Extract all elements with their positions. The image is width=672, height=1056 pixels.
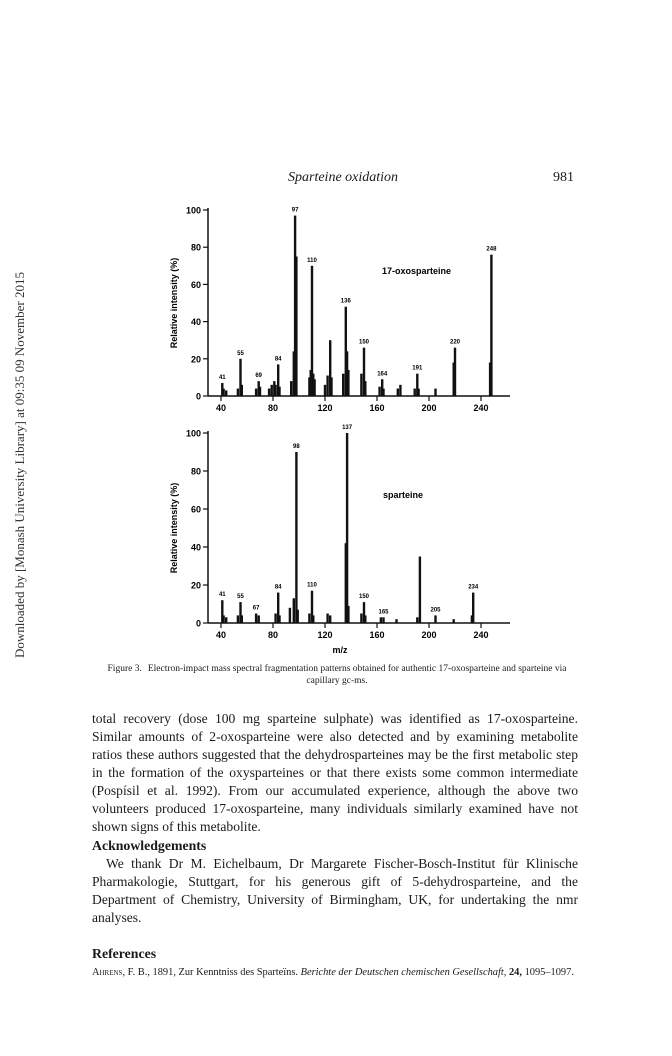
oxo-peak-85 [278, 387, 280, 396]
oxo-peak-label-136: 136 [340, 298, 351, 305]
reference-pages: 1095–1097. [524, 967, 574, 978]
spt-peak-108 [308, 614, 310, 624]
spt-x-tick-label: 40 [215, 630, 227, 640]
oxo-peak-98 [295, 257, 297, 397]
reference-volume: 24, [508, 967, 522, 978]
oxo-peak-56 [241, 385, 243, 396]
spt-y-tick-label: 0 [195, 618, 201, 629]
oxo-peak-134 [342, 374, 344, 396]
spt-peak-label-234: 234 [468, 584, 479, 591]
spt-x-axis-label: m/z [332, 645, 348, 655]
oxo-y-tick-label: 100 [185, 205, 201, 216]
spt-x-tick-label: 80 [267, 630, 279, 640]
spt-peak-165 [382, 617, 384, 623]
oxo-peak-148 [360, 374, 362, 396]
oxo-peak-label-110: 110 [307, 257, 317, 264]
spt-peak-191 [416, 617, 418, 623]
spt-peak-98 [295, 452, 297, 623]
oxo-x-tick-label: 80 [267, 403, 279, 413]
spt-peak-175 [395, 619, 397, 623]
spt-compound-label: sparteine [383, 490, 424, 500]
oxo-peak-220 [454, 348, 456, 396]
oxo-x-tick-label: 200 [421, 403, 437, 413]
spt-peak-124 [329, 615, 331, 623]
page-number: 981 [553, 170, 574, 185]
spt-peak-67 [255, 614, 257, 624]
spt-peak-69 [258, 615, 260, 623]
spt-peak-label-41: 41 [218, 592, 226, 599]
oxo-peak-138 [347, 370, 349, 396]
download-watermark-text: Downloaded by [Monash University Library] at 09:35 09 November 2015 [12, 272, 28, 658]
figure-caption-label: Figure 3. [107, 664, 142, 674]
body-paragraph: total recovery (dose 100 mg sparteine sulphate) was identified as 17-oxosparteine. Similar amounts of 2-oxosparteine were also detected and by examining metabolite ratios these authors suggested that the dehydrosparteines may be the first metabolic step in the formation of the oxysparteines or that there exists some common intermediate (Pospísil et al. 1992). From our accumulated experience, although the above two volunteers produced 17-oxosparteine, many individuals similarly examined have not shown signs of this metabolite. [92, 711, 578, 834]
oxo-peak-label-55: 55 [237, 350, 244, 357]
oxo-peak-79 [271, 385, 273, 396]
spt-peak-label-150: 150 [358, 594, 370, 601]
acknowledgements-heading: Acknowledgements [92, 838, 207, 853]
oxo-peak-82 [274, 385, 276, 396]
oxo-peak-125 [330, 377, 332, 396]
oxo-peak-label-84: 84 [274, 356, 282, 363]
oxo-peak-178 [399, 385, 401, 396]
oxo-peak-189 [414, 389, 416, 396]
oxo-y-axis-label: Relative intensity (%) [169, 257, 179, 349]
oxo-peak-162 [378, 387, 380, 396]
spt-peak-44 [225, 617, 227, 623]
spt-y-axis-label: Relative intensity (%) [169, 482, 179, 574]
oxo-peak-label-97: 97 [291, 207, 299, 214]
running-head-title: Sparteine oxidation [288, 170, 399, 185]
references-heading: References [92, 946, 157, 961]
spt-peak-label-67: 67 [252, 605, 260, 612]
oxo-peak-label-150: 150 [358, 339, 370, 346]
reference-author: Ahrens, F. B., [92, 967, 150, 978]
spt-peak-151 [364, 615, 366, 623]
spt-y-tick-label: 100 [185, 428, 201, 439]
spt-peak-label-84: 84 [274, 584, 282, 591]
oxo-x-tick-label: 240 [473, 403, 489, 413]
oxo-peak-label-164: 164 [377, 371, 388, 378]
oxo-peak-label-69: 69 [255, 373, 263, 380]
figure-caption [98, 663, 576, 687]
oxo-peak-192 [417, 389, 419, 396]
spt-peak-96 [293, 598, 295, 623]
oxo-peak-label-248: 248 [486, 246, 497, 253]
oxo-peak-77 [268, 389, 270, 396]
oxo-peak-120 [324, 385, 326, 396]
oxo-peak-112 [313, 379, 315, 396]
spt-x-tick-label: 240 [473, 630, 489, 640]
spt-peak-138 [347, 606, 349, 623]
oxo-peak-42 [222, 389, 224, 396]
acknowledgements-text: We thank Dr M. Eichelbaum, Dr Margarete Fischer-Bosch-Institut für Klinische Pharmakologie, Stuttgart, for his generous gift of 5-dehydrosparteine, and the Department of Chemistry, University of Birmingham, UK, for undertaking the nmr analyses. [92, 856, 578, 925]
oxo-peak-70 [259, 387, 261, 396]
spt-peak-85 [278, 615, 280, 623]
reference-journal: Berichte der Deutschen chemischen Gesellschaft, [300, 967, 507, 978]
spt-peak-148 [360, 614, 362, 624]
oxo-peak-44 [225, 390, 227, 396]
spt-peak-93 [289, 608, 291, 623]
oxo-peak-label-191: 191 [412, 365, 423, 372]
oxo-peak-122 [326, 376, 328, 396]
oxo-peak-205 [434, 389, 436, 396]
spt-peak-53 [237, 615, 239, 623]
oxo-peak-94 [290, 381, 292, 396]
spt-y-tick-label: 80 [190, 466, 201, 477]
spt-peak-234 [472, 593, 474, 623]
oxo-peak-176 [397, 389, 399, 396]
spt-x-tick-label: 160 [369, 630, 385, 640]
download-watermark [2, 185, 38, 745]
oxo-peak-label-220: 220 [449, 339, 461, 346]
spt-peak-label-110: 110 [307, 582, 317, 589]
spt-peak-137 [346, 433, 348, 623]
oxo-x-tick-label: 160 [369, 403, 385, 413]
oxo-y-tick-label: 80 [190, 242, 201, 253]
spt-peak-122 [326, 614, 328, 624]
oxo-x-tick-label: 40 [215, 403, 227, 413]
spt-peak-42 [222, 615, 224, 623]
oxo-peak-label-41: 41 [218, 374, 226, 381]
oxo-y-tick-label: 0 [195, 391, 201, 402]
mass-spectra-figure [150, 198, 530, 660]
spt-peak-label-55: 55 [237, 594, 244, 601]
oxo-peak-151 [364, 381, 366, 396]
spt-peak-219 [453, 619, 455, 623]
spt-peak-label-98: 98 [293, 444, 300, 450]
oxo-x-tick-label: 120 [317, 403, 333, 413]
spt-y-tick-label: 60 [190, 504, 201, 515]
oxo-peak-248 [490, 255, 492, 396]
spt-y-tick-label: 20 [190, 580, 201, 591]
spt-y-tick-label: 40 [190, 542, 201, 553]
spt-peak-111 [312, 615, 314, 623]
spt-peak-label-205: 205 [430, 607, 441, 614]
oxo-peak-67 [255, 389, 257, 396]
oxo-y-tick-label: 40 [190, 317, 201, 328]
oxo-y-tick-label: 60 [190, 279, 201, 290]
oxo-peak-165 [382, 389, 384, 396]
spt-peak-56 [241, 615, 243, 623]
reference-title: 1891, Zur Kenntniss des Sparteïns. [152, 967, 298, 978]
reference-entry [92, 966, 594, 979]
spt-peak-label-165: 165 [378, 609, 389, 616]
figure-caption-text: Electron-impact mass spectral fragmentation patterns obtained for authentic 17-oxosparteine and sparteine via capillary gc-ms. [147, 664, 567, 686]
running-head [0, 170, 672, 190]
spt-peak-82 [274, 614, 276, 624]
spt-x-tick-label: 200 [421, 630, 437, 640]
spt-peak-label-137: 137 [342, 425, 353, 431]
spt-peak-163 [380, 617, 382, 623]
oxo-y-tick-label: 20 [190, 354, 201, 365]
oxo-peak-53 [237, 389, 239, 396]
oxo-compound-label: 17-oxosparteine [382, 266, 452, 276]
spt-peak-193 [419, 557, 421, 624]
spt-peak-99 [297, 610, 299, 623]
spt-x-tick-label: 120 [317, 630, 333, 640]
spt-peak-205 [434, 615, 436, 623]
